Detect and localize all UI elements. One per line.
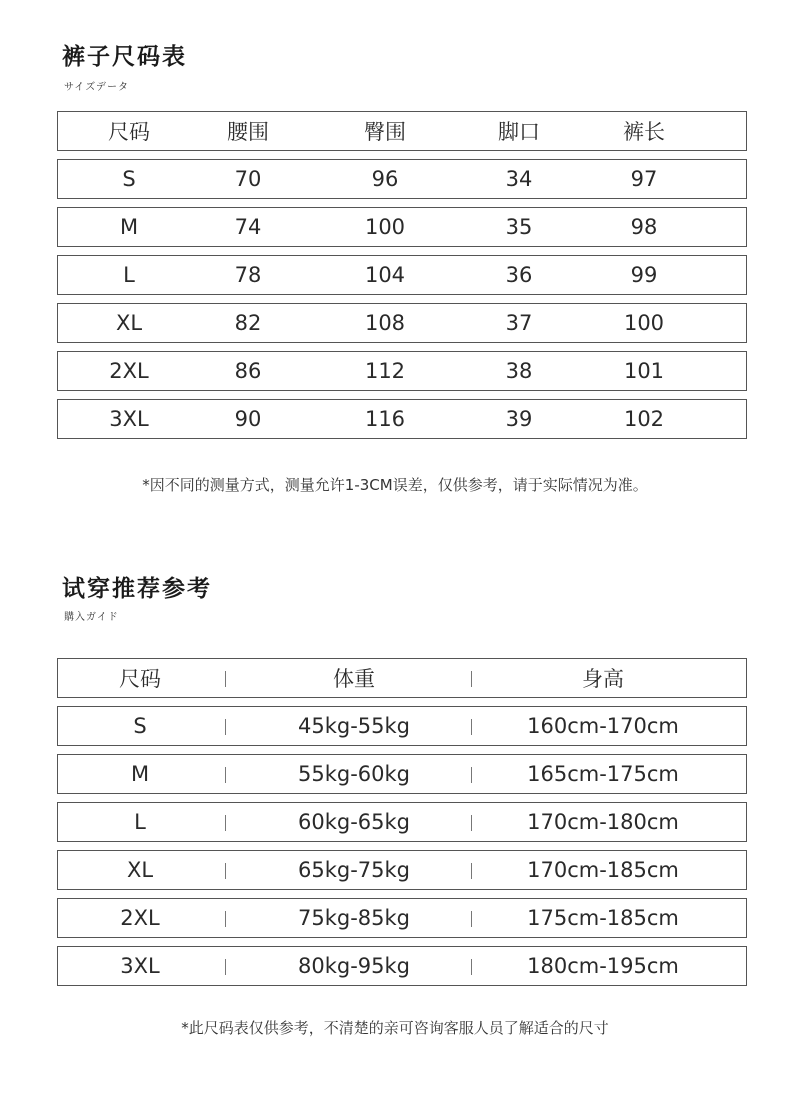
table-cell: 102 bbox=[623, 407, 665, 431]
fit-table-note: *此尺码表仅供参考，不清楚的亲可咨询客服人员了解适合的尺寸 bbox=[181, 1019, 609, 1037]
table-row bbox=[57, 898, 747, 938]
table-cell: 34 bbox=[505, 167, 533, 191]
table-row bbox=[57, 207, 747, 247]
table-cell: M bbox=[130, 762, 150, 786]
table-cell: 99 bbox=[630, 263, 658, 287]
table-cell: 112 bbox=[364, 359, 406, 383]
table-cell: 70 bbox=[234, 167, 262, 191]
column-separator bbox=[225, 911, 226, 927]
column-separator bbox=[471, 911, 472, 927]
table-row bbox=[57, 303, 747, 343]
table-cell: 2XL bbox=[120, 906, 160, 930]
table-cell: 2XL bbox=[109, 359, 149, 383]
table-cell: 86 bbox=[234, 359, 262, 383]
table-cell: 3XL bbox=[120, 954, 160, 978]
table-cell: 39 bbox=[505, 407, 533, 431]
table-cell: 104 bbox=[364, 263, 406, 287]
table-cell: 3XL bbox=[109, 407, 149, 431]
table-cell: 175cm-185cm bbox=[527, 906, 679, 930]
table-cell: 170cm-180cm bbox=[527, 810, 679, 834]
table-cell: 35 bbox=[505, 215, 533, 239]
table-header-row bbox=[57, 111, 747, 151]
table-cell: 55kg-60kg bbox=[297, 762, 411, 786]
table-cell: 100 bbox=[364, 215, 406, 239]
column-separator bbox=[471, 719, 472, 735]
table-cell: 78 bbox=[234, 263, 262, 287]
table-cell: 96 bbox=[371, 167, 399, 191]
table-cell: XL bbox=[115, 311, 143, 335]
table-row bbox=[57, 255, 747, 295]
column-separator bbox=[225, 815, 226, 831]
table-header-cell: 身高 bbox=[582, 667, 624, 691]
table-cell: 80kg-95kg bbox=[297, 954, 411, 978]
table-row bbox=[57, 754, 747, 794]
fit-table-title: 试穿推荐参考 bbox=[62, 576, 212, 602]
table-cell: 180cm-195cm bbox=[527, 954, 679, 978]
pants-table-subtitle: サイズデータ bbox=[64, 82, 129, 93]
column-separator bbox=[225, 767, 226, 783]
column-separator bbox=[471, 815, 472, 831]
column-separator bbox=[471, 671, 472, 687]
table-cell: S bbox=[122, 167, 136, 191]
table-cell: 116 bbox=[364, 407, 406, 431]
table-cell: L bbox=[134, 810, 146, 834]
table-cell: 74 bbox=[234, 215, 262, 239]
table-cell: 98 bbox=[630, 215, 658, 239]
column-separator bbox=[471, 863, 472, 879]
table-row bbox=[57, 802, 747, 842]
table-header-row bbox=[57, 658, 747, 698]
table-cell: 60kg-65kg bbox=[297, 810, 411, 834]
pants-table-note: *因不同的测量方式，测量允许1-3CM误差，仅供参考，请于实际情况为准。 bbox=[142, 476, 648, 494]
table-cell: 37 bbox=[505, 311, 533, 335]
table-row bbox=[57, 159, 747, 199]
table-cell: 160cm-170cm bbox=[527, 714, 679, 738]
column-separator bbox=[225, 959, 226, 975]
table-header-cell: 脚口 bbox=[498, 120, 540, 144]
table-cell: 165cm-175cm bbox=[527, 762, 679, 786]
table-cell: 101 bbox=[623, 359, 665, 383]
column-separator bbox=[471, 767, 472, 783]
table-row bbox=[57, 351, 747, 391]
table-cell: S bbox=[133, 714, 147, 738]
table-header-cell: 尺码 bbox=[119, 667, 161, 691]
table-row bbox=[57, 946, 747, 986]
table-cell: 90 bbox=[234, 407, 262, 431]
table-cell: 65kg-75kg bbox=[297, 858, 411, 882]
table-cell: XL bbox=[126, 858, 154, 882]
table-row bbox=[57, 850, 747, 890]
table-header-cell: 臀围 bbox=[364, 120, 406, 144]
table-cell: 97 bbox=[630, 167, 658, 191]
table-header-cell: 体重 bbox=[333, 667, 375, 691]
table-cell: 100 bbox=[623, 311, 665, 335]
table-row bbox=[57, 706, 747, 746]
table-cell: L bbox=[123, 263, 135, 287]
column-separator bbox=[225, 671, 226, 687]
fit-table-subtitle: 購入ガイド bbox=[64, 612, 119, 623]
table-cell: 45kg-55kg bbox=[297, 714, 411, 738]
table-cell: M bbox=[119, 215, 139, 239]
table-header-cell: 尺码 bbox=[108, 120, 150, 144]
table-header-cell: 裤长 bbox=[623, 120, 665, 144]
table-row bbox=[57, 399, 747, 439]
table-cell: 75kg-85kg bbox=[297, 906, 411, 930]
column-separator bbox=[471, 959, 472, 975]
table-cell: 38 bbox=[505, 359, 533, 383]
column-separator bbox=[225, 863, 226, 879]
table-cell: 170cm-185cm bbox=[527, 858, 679, 882]
column-separator bbox=[225, 719, 226, 735]
table-cell: 82 bbox=[234, 311, 262, 335]
pants-table-title: 裤子尺码表 bbox=[62, 44, 187, 70]
table-cell: 108 bbox=[364, 311, 406, 335]
table-cell: 36 bbox=[505, 263, 533, 287]
table-header-cell: 腰围 bbox=[227, 120, 269, 144]
